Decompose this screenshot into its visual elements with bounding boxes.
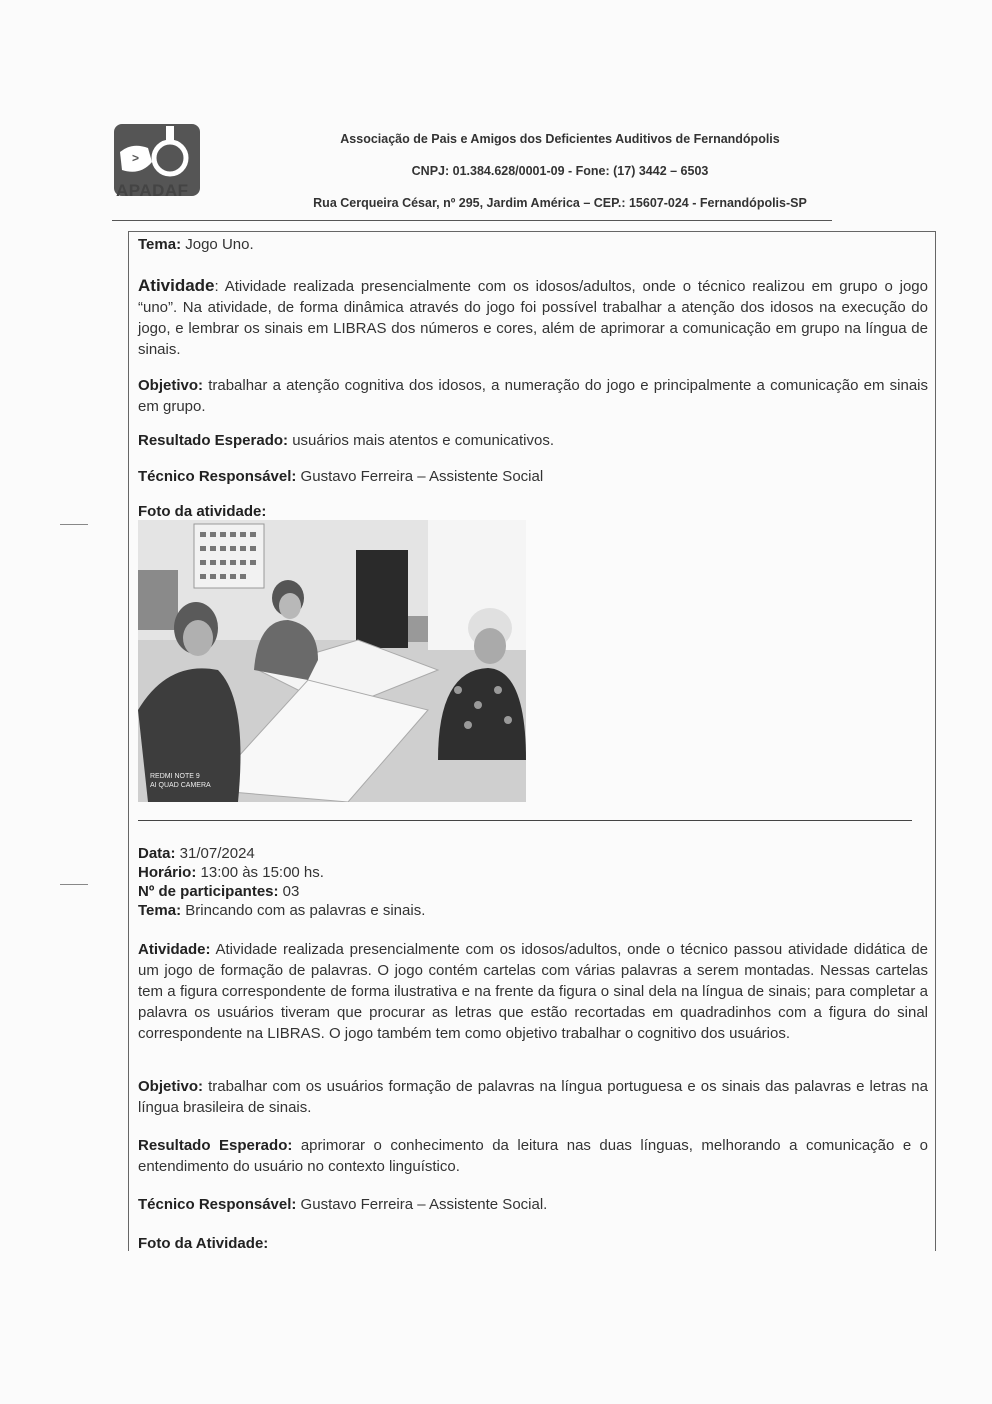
tema-1: Tema: Jogo Uno. bbox=[138, 236, 254, 253]
objetivo-2: Objetivo: trabalhar com os usuários formação de palavras na língua portuguesa e os sinais das palavras e letras na língua brasileira de sinais. bbox=[138, 1078, 928, 1116]
participantes-field: Nº de participantes: 03 bbox=[138, 883, 300, 900]
frame-left bbox=[128, 231, 129, 1251]
activity-photo bbox=[138, 520, 526, 802]
margin-mark bbox=[60, 884, 88, 885]
logo-text: APADAF bbox=[116, 181, 189, 200]
tecnico-1: Técnico Responsável: Gustavo Ferreira – Assistente Social bbox=[138, 468, 544, 485]
photo-watermark: REDMI NOTE 9 AI QUAD CAMERA bbox=[150, 773, 211, 789]
header-divider bbox=[112, 220, 832, 221]
tema-2: Tema: Brincando com as palavras e sinais. bbox=[138, 902, 426, 919]
atividade-1: Atividade: Atividade realizada presencialmente com os idosos/adultos, onde o técnico realizou em grupo o jogo “uno”. Na atividade, de forma dinâmica através do jogo foi possível trabalhar a atenção dos idosos na execução do jogo, e lembrar os sinais em LIBRAS dos números e cores, além de aprimorar a comunicação em grupo na língua de sinais. bbox=[138, 276, 928, 358]
horario-field: Horário: 13:00 às 15:00 hs. bbox=[138, 864, 324, 881]
frame-right bbox=[935, 231, 936, 1251]
objetivo-1: Objetivo: trabalhar a atenção cognitiva dos idosos, a numeração do jogo e principalmente a comunicação em sinais em grupo. bbox=[138, 377, 928, 415]
foto-label-2: Foto da Atividade: bbox=[138, 1235, 269, 1252]
address-line: Rua Cerqueira César, nº 295, Jardim América – CEP.: 15607-024 - Fernandópolis-SP bbox=[313, 196, 807, 210]
tecnico-2: Técnico Responsável: Gustavo Ferreira – Assistente Social. bbox=[138, 1196, 548, 1213]
atividade-2: Atividade: Atividade realizada presencialmente com os idosos/adultos, onde o técnico passou atividade didática de um jogo de formação de palavras. O jogo contém cartelas com várias palavras a serem montadas. Nessas cartelas tem a figura correspondente de forma ilustrativa e na frente da figura o sinal dela na língua de sinais; para completar a palavra os usuários tiveram que procurar as letras que estão recortadas em quadradinhos com a figura do sinal correspondente na LIBRAS. O jogo também tem como objetivo trabalhar o cognitivo dos usuários. bbox=[138, 941, 928, 1042]
svg-text:>: > bbox=[132, 151, 140, 165]
section-separator bbox=[138, 820, 912, 821]
frame-top bbox=[128, 231, 936, 232]
data-field: Data: 31/07/2024 bbox=[138, 845, 255, 862]
org-name: Associação de Pais e Amigos dos Deficientes Auditivos de Fernandópolis bbox=[340, 132, 780, 146]
margin-mark bbox=[60, 524, 88, 525]
resultado-2: Resultado Esperado: aprimorar o conhecimento da leitura nas duas línguas, melhorando a comunicação e o entendimento do usuário no contexto linguístico. bbox=[138, 1137, 929, 1175]
cnpj-line: CNPJ: 01.384.628/0001-09 - Fone: (17) 3442 – 6503 bbox=[411, 164, 709, 178]
foto-label-1: Foto da atividade: bbox=[138, 503, 267, 520]
resultado-1: Resultado Esperado: usuários mais atentos e comunicativos. bbox=[138, 432, 554, 449]
